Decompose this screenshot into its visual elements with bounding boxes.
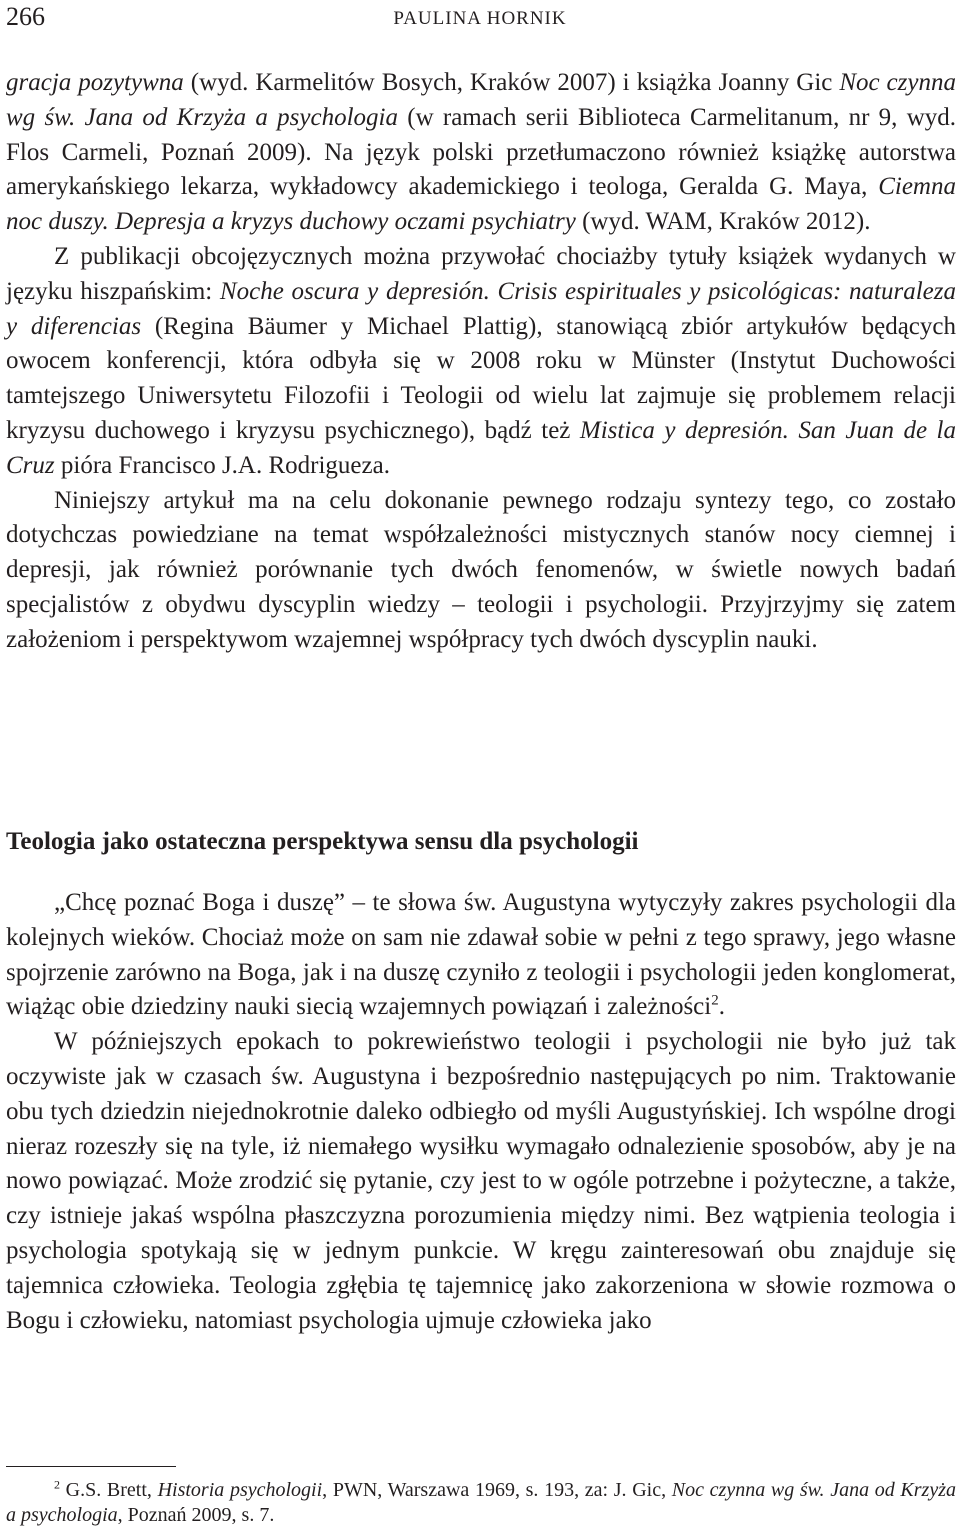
- section: [6, 827, 956, 857]
- paragraph-1: [6, 66, 956, 240]
- text-span: (wyd. Karmelitów Bosych, Kraków 2007) i książka Joanny Gic: [183, 69, 840, 96]
- page-header: [0, 0, 960, 30]
- italic-title: Noc czynna wg św. Jana od Krzyża a psychologia: [6, 1479, 956, 1526]
- footnote-divider: [6, 1466, 176, 1467]
- text-span: „Chcę poznać Boga i duszę” – te słowa św. Augustyna wytyczyły zakres psychologii dla kolejnych wieków. Chociaż może on sam nie zdawał sobie w pełni z tego sprawy, jego własne spojrzenie zarówno na Boga, jak i na duszę czyniło z teologii i psychologii jeden konglomerat, wiążąc obie dziedziny nauki siecią wzajemnych powiązań i zależności: [6, 889, 956, 1021]
- italic-title: Historia psychologii: [157, 1479, 323, 1501]
- text-span: G.S. Brett,: [60, 1479, 158, 1501]
- body-text-bottom: [6, 886, 956, 1338]
- text-span: (Regina Bäumer y Michael Plattig), stanowiącą zbiór artykułów będących owocem konferencji, która odbyła się w 2008 roku w Münster (Instytut Duchowości tamtejszego Uniwersytetu Filozofii i Teologii od wielu lat zajmuje się problemem relacji kryzysu duchowego i kryzysu psychicznego), bądź też: [6, 312, 956, 444]
- italic-title: Noche oscura y depresión. Crisis espirituales y psicológicas: naturaleza y diferencias: [6, 277, 956, 340]
- italic-title: Ciemna noc duszy. Depresja a kryzys duchowy oczami psychiatry: [6, 173, 956, 236]
- text-span: Z publikacji obcojęzycznych można przywołać chociażby tytuły książek wydanych w języku hiszpańskim:: [6, 242, 956, 305]
- text-span: .: [718, 993, 725, 1021]
- text-span: pióra Francisco J.A. Rodrigueza.: [54, 451, 390, 479]
- paragraph-5: W późniejszych epokach to pokrewieństwo teologii i psychologii nie było już tak oczywiste jak w czasach św. Augustyna i bezpośrednio następujących po nim. Traktowanie obu tych dziedzin niejednokrotnie daleko odbiegło od myśli Augustyńskiej. Ich wspólne drogi nieraz rozeszły się na tyle, iż niemałego wysiłku wymagało odnalezienie sposobów, aby je na nowo powiązać. Może zrodzić się pytanie, czy jest to w ogóle potrzebne i pożyteczne, a także, czy istnieje jakaś wspólna płaszczyzna porozumienia między nimi. Bez wątpienia teologia i psychologia spotykają się w jednym punkcie. W kręgu zainteresowań obu znajduje się tajemnica człowieka. Teologia zgłębia tę tajemnicę jako zakorzeniona w słowie rozmowa o Bogu i człowieku, natomiast psychologia ujmuje człowieka jako: [6, 1028, 956, 1334]
- footnote-number: 2: [54, 1477, 60, 1492]
- text-span: (w ramach serii Biblioteca Carmelitanum, nr 9, wyd. Flos Carmeli, Poznań 2009). Na język polski przetłumaczono również książkę autorstwa amerykańskiego lekarza, wykładowcy akademickiego i teologa, Geralda G. Maya,: [6, 103, 957, 201]
- page-number: 266: [6, 2, 45, 31]
- italic-title: Noc czynna wg św. Jana od Krzyża a psychologia: [6, 69, 956, 131]
- paragraph-4: [6, 886, 956, 1025]
- paragraph-2: [6, 240, 956, 484]
- text-span: , Poznań 2009, s. 7.: [117, 1503, 275, 1526]
- paragraph-3: Niniejszy artykuł ma na celu dokonanie pewnego rodzaju syntezy tego, co zostało dotychczas powiedziane na temat współzależności mistycznych stanów nocy ciemnej i depresji, jak również porównanie tych dwóch fenomenów, w świetle nowych badań specjalistów z obydwu dyscyplin wiedzy – teologii i psychologii. Przyjrzyjmy się zatem założeniom i perspektywom wzajemnej współpracy tych dwóch dyscyplin nauki.: [6, 486, 956, 653]
- section-heading: Teologia jako ostateczna perspektywa sensu dla psychologii: [6, 828, 639, 855]
- italic-title: Mistica y depresión. San Juan de la Cruz: [6, 416, 956, 479]
- text-span: , PWN, Warszawa 1969, s. 193, za: J. Gic,: [322, 1479, 672, 1501]
- footnote-reference[interactable]: 2: [711, 993, 719, 1010]
- body-text-top: [6, 66, 956, 658]
- running-head: PAULINA HORNIK: [393, 8, 567, 29]
- italic-title: gracja pozytywna: [6, 69, 184, 96]
- text-span: (wyd. WAM, Kraków 2012).: [575, 208, 871, 236]
- footnote: [6, 1478, 956, 1527]
